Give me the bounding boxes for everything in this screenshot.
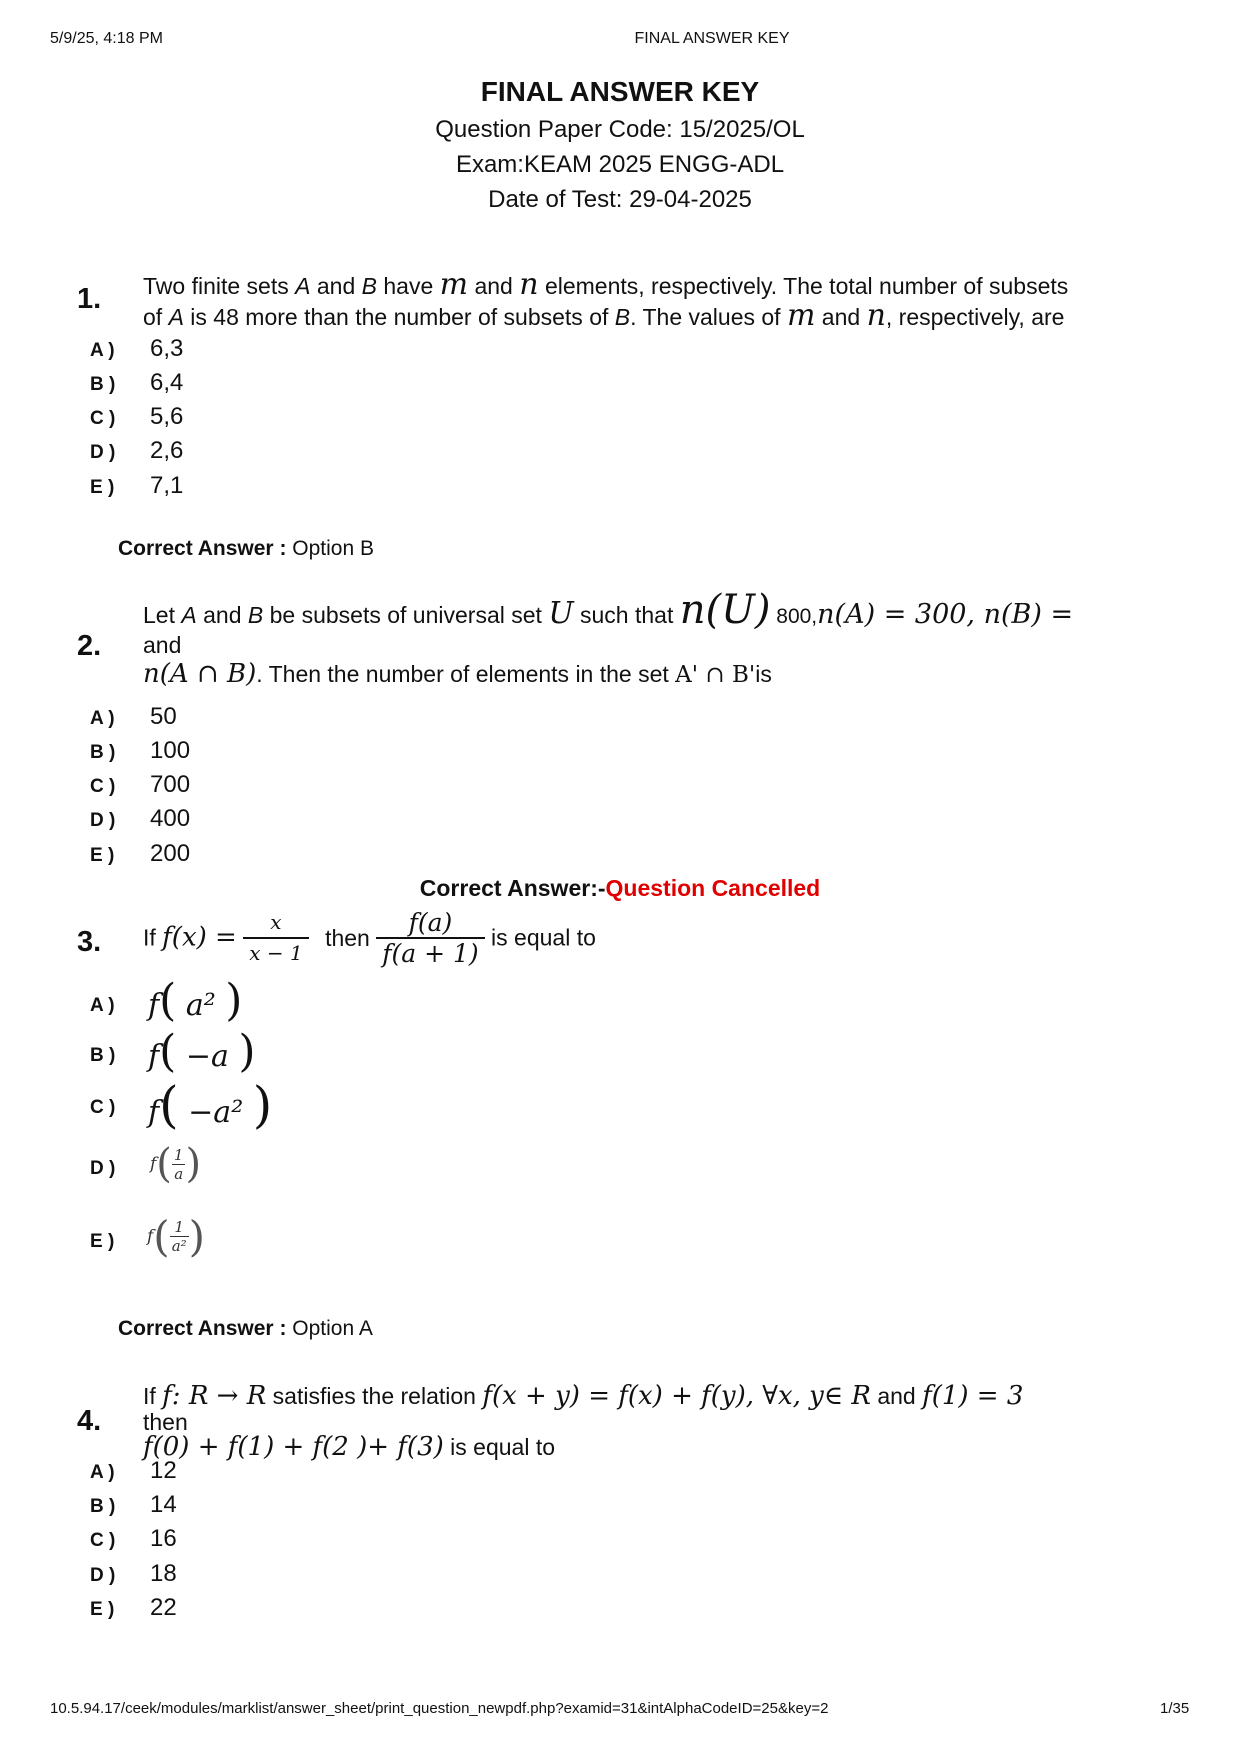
option-value: f( a² ) xyxy=(148,975,243,1026)
option-value: 7,1 xyxy=(150,472,184,499)
question-number-2: 2. xyxy=(77,630,102,662)
fraction-fa-over-fa1: $\frac{f(a)}{f(a + 1)}$ xyxy=(376,908,484,968)
option-label: C ) xyxy=(90,776,116,797)
title-block xyxy=(0,72,1240,217)
cancelled-status: Question Cancelled xyxy=(605,875,821,901)
page-number: 1/35 xyxy=(1160,1700,1190,1717)
paper-code: Question Paper Code: 15/2025/OL xyxy=(435,116,805,143)
option-value: f( $\frac{1}{\text{a²}}$ ) xyxy=(147,1212,206,1261)
header-datetime: 5/9/25, 4:18 PM xyxy=(50,30,163,47)
option-label: C ) xyxy=(90,408,116,429)
correct-answer-q3: Correct Answer : Option A xyxy=(118,1317,373,1340)
fraction-x-over-x-minus-1: $\frac{x}{x - 1}$ xyxy=(243,908,308,968)
option-label: B ) xyxy=(90,374,116,395)
option-label: B ) xyxy=(90,1496,116,1517)
option-label: D ) xyxy=(90,810,116,831)
option-value: 100 xyxy=(150,737,191,764)
footer-url: 10.5.94.17/ceek/modules/marklist/answer_sheet/print_question_newpdf.php?examid=31&intAlphaCodeID=25&key=2 xyxy=(50,1700,829,1717)
option-label: C ) xyxy=(90,1097,116,1118)
option-value: 50 xyxy=(150,703,177,730)
question-text-3: If f(x) = $\frac{x}{x - 1}$ then $\frac{f(a)}{f(a + 1)}$ is equal to xyxy=(143,908,596,968)
option-value: f( −a² ) xyxy=(148,1076,273,1134)
option-value: 400 xyxy=(150,805,191,832)
option-value: 6,4 xyxy=(150,369,184,396)
option-value: 700 xyxy=(150,771,191,798)
question-number-4: 4. xyxy=(77,1405,102,1437)
option-label: D ) xyxy=(90,1158,116,1179)
option-label: B ) xyxy=(90,742,116,763)
test-date: Date of Test: 29-04-2025 xyxy=(488,186,752,213)
question-text-4: If f: R → R satisfies the relation f(x + y) = f(x) + f(y), ∀x, y∈ R and f(1) = 3 then f(0) + f(1) + f(2 )+ f(3) is equal to xyxy=(143,1381,1024,1462)
option-label: D ) xyxy=(90,1565,116,1586)
correct-answer-q2: Correct Answer:-Question Cancelled xyxy=(419,875,821,901)
option-label: E ) xyxy=(90,1231,115,1252)
page-title: FINAL ANSWER KEY xyxy=(480,76,760,107)
option-value: 18 xyxy=(150,1560,177,1587)
question-number-1: 1. xyxy=(77,283,102,315)
option-value: 22 xyxy=(150,1594,177,1621)
option-label: E ) xyxy=(90,845,115,866)
option-label: A ) xyxy=(90,340,115,361)
option-value: 6,3 xyxy=(150,335,184,362)
option-label: E ) xyxy=(90,477,115,498)
question-text-2: Let A and B be subsets of universal set U such that n(U) 800,n(A) = 300, n(B) = and n(A ∩ B). Then the number of elements in the set A' ∩ B'is xyxy=(143,587,1074,689)
option-label: E ) xyxy=(90,1599,115,1620)
option-value: f( $\frac{1}{a}$ ) xyxy=(150,1141,202,1187)
option-label: B ) xyxy=(90,1045,116,1066)
option-value: 12 xyxy=(150,1457,177,1484)
question-text-1: Two finite sets A and B have m and n elements, respectively. The total number of subsets of A is 48 more than the number of subsets of B. The values of m and n, respectively, are xyxy=(143,267,1069,333)
option-label: A ) xyxy=(90,1462,115,1483)
option-value: f( −a ) xyxy=(148,1026,256,1077)
option-label: D ) xyxy=(90,442,116,463)
option-value: 14 xyxy=(150,1491,177,1518)
exam-name: Exam:KEAM 2025 ENGG-ADL xyxy=(455,151,785,178)
option-value: 2,6 xyxy=(150,437,184,464)
question-number-3: 3. xyxy=(77,926,102,958)
option-label: A ) xyxy=(90,708,115,729)
correct-answer-q1: Correct Answer : Option B xyxy=(118,537,374,560)
option-label: A ) xyxy=(90,995,115,1016)
option-value: 5,6 xyxy=(150,403,184,430)
header-doc-title: FINAL ANSWER KEY xyxy=(634,30,790,47)
option-value: 16 xyxy=(150,1525,177,1552)
option-value: 200 xyxy=(150,840,191,867)
option-label: C ) xyxy=(90,1530,116,1551)
